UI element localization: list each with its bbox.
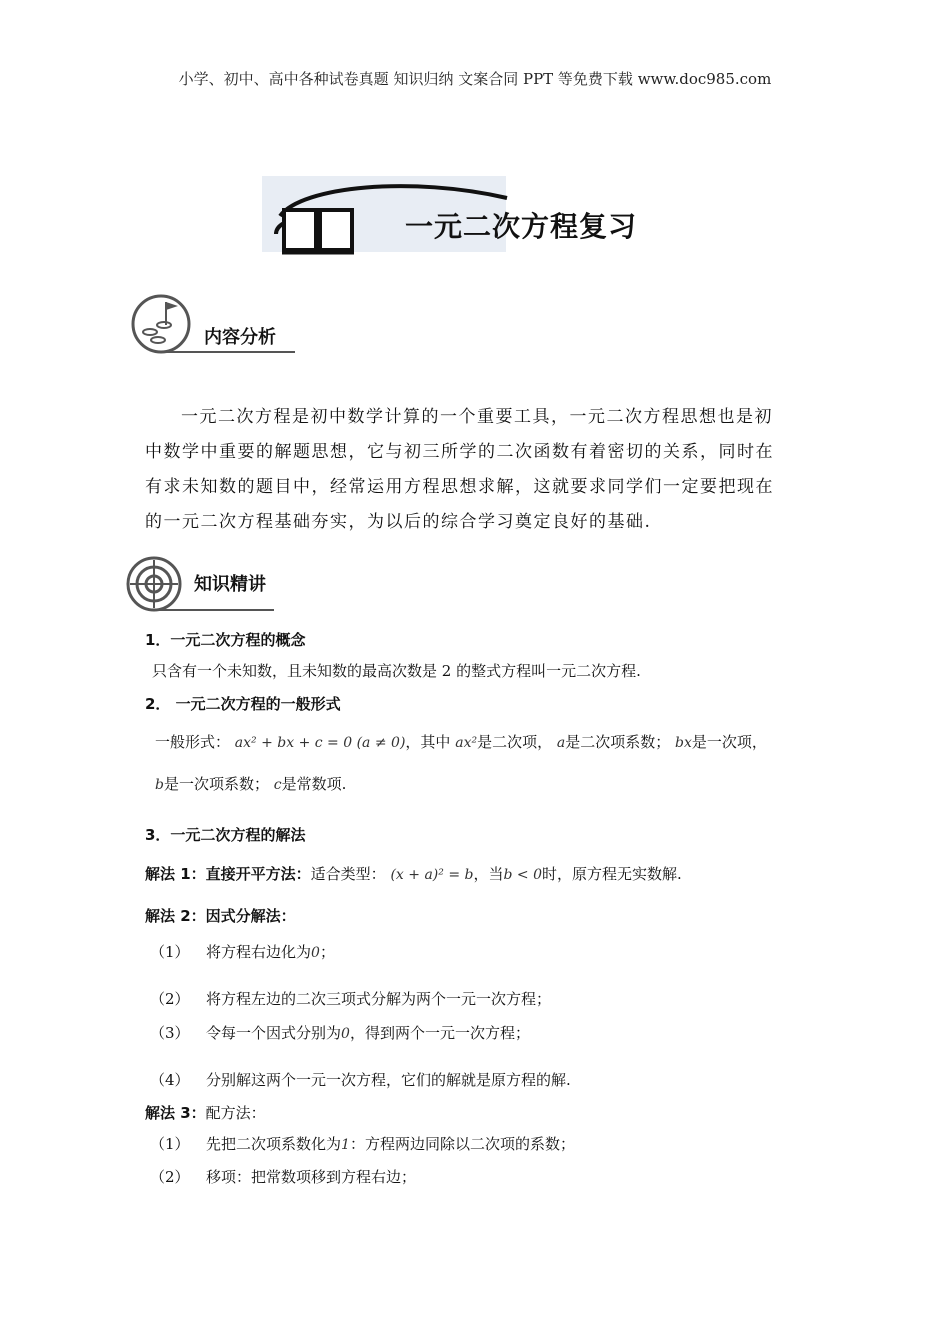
paragraph-line: 的一元二次方程基础夯实，为以后的综合学习奠定良好的基础. [145,512,652,532]
intro-paragraph [145,400,805,540]
general-form-line1: 一般形式： ax² + bx + c = 0 (a ≠ 0)，其中 ax²是二次项， a是二次项系数； bx是一次项， [155,733,767,751]
method2-step: （1） 将方程右边化为0； [150,943,335,961]
method3-heading: 解法 3：配方法： [145,1104,266,1122]
section-title-knowledge: 知识精讲 [194,574,266,595]
paragraph-line: 一元二次方程是初中数学计算的一个重要工具，一元二次方程思想也是初 [181,407,773,427]
general-form-heading: 2． 一元二次方程的一般形式 [145,695,341,713]
method1-formula: (x + a)² = b [390,867,474,883]
method2-step: （4） 分别解这两个一元一次方程，它们的解就是原方程的解. [150,1071,571,1089]
general-form-line2: b是一次项系数； c是常数项. [155,775,347,793]
method3-step: （1） 先把二次项系数化为1：方程两边同除以二次项的系数； [150,1135,575,1153]
concept-definition: 只含有一个未知数，且未知数的最高次数是 2 的整式方程叫一元二次方程. [152,662,641,680]
method2-step: （3） 令每一个因式分别为0，得到两个一元一次方程； [150,1024,530,1042]
method1-line: 解法 1：直接开平方法：适合类型： (x + a)² = b，当b < 0时，原方程无实数解. [145,865,682,883]
concept-heading: 1．一元二次方程的概念 [145,631,306,649]
solution-methods-heading: 3．一元二次方程的解法 [145,826,306,844]
general-form-formula: ax² + bx + c = 0 (a ≠ 0) [234,735,406,751]
paragraph-line: 有求未知数的题目中，经常运用方程思想求解，这就要求同学们一定要把现在 [145,477,774,497]
section-title-content-analysis: 内容分析 [204,327,276,348]
method2-step: （2） 将方程左边的二次三项式分解为两个一元一次方程； [150,990,552,1008]
method2-heading: 解法 2：因式分解法： [145,907,296,925]
paragraph-line: 中数学中重要的解题思想，它与初三所学的二次函数有着密切的关系，同时在 [145,442,774,462]
page-title: 一元二次方程复习 [405,210,638,243]
page-header: 小学、初中、高中各种试卷真题 知识归纳 文案合同 PPT 等免费下载 www.doc985.com [178,70,772,88]
method3-step: （2） 移项：把常数项移到方程右边； [150,1168,417,1186]
